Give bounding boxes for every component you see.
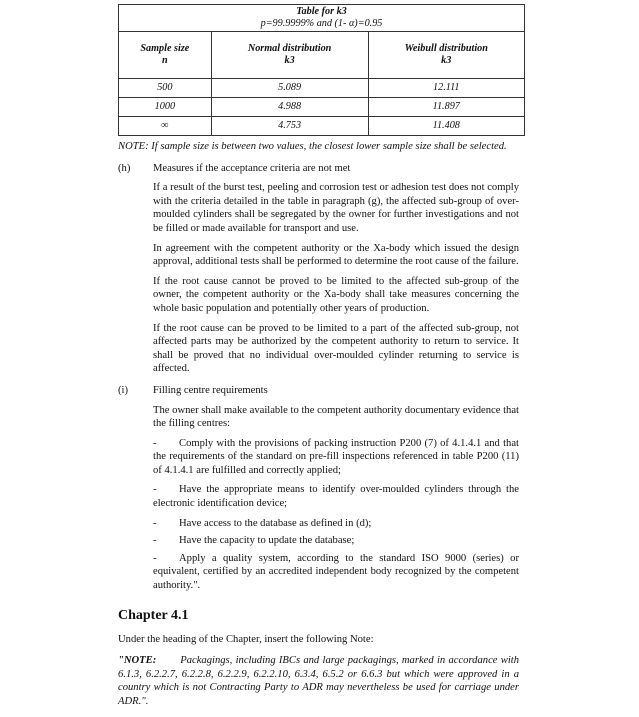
paragraph: If a result of the burst test, peeling and corrosion test or adhesion test does not comply with the criteria detailed in the table in paragraph (g), the affected sub-group of over-moulded cylinders shall be segregated by the owner for further investigations and not be filled or made available for transport and use. <box>153 182 519 234</box>
bullet-item: - Apply a quality system, according to the standard ISO 9000 (series) or equivalent, certified by an accredited independent body recognized by the competent authority.". <box>153 552 519 592</box>
bullet-item: - Have the appropriate means to identify over-moulded cylinders through the electronic identification device; <box>153 484 519 510</box>
bullet-item: - Have access to the database as defined in (d); <box>153 517 372 529</box>
paragraph: If the root cause cannot be proved to be limited to the affected sub-group of the owner, the competent authority or the Xa-body shall take measures concerning the whole basic population and potentially other years of production. <box>153 275 519 314</box>
paragraph: If the root cause can be proved to be limited to a part of the affected sub-group, not affected parts may be authorized by the competent authority to return to service. It shall be proved that no individual over-moulded cylinder returning to service is affected. <box>153 322 519 375</box>
header-sample-size: Sample size n <box>119 32 212 79</box>
paragraph: The owner shall make available to the competent authority documentary evidence that the filling centres: <box>153 404 519 430</box>
bullet-item: - Have the capacity to update the database; <box>153 535 355 547</box>
chapter-heading: Chapter 4.1 <box>118 607 189 623</box>
section-h-heading <box>118 162 639 176</box>
paragraph: In agreement with the competent authority or the Xa-body which issued the design approval, additional tests shall be performed to determine the root cause of the failure. <box>153 242 519 268</box>
section-h-label: (h) <box>118 162 131 174</box>
section-i-heading <box>118 384 639 398</box>
table-row: ∞ 4.753 11.408 <box>119 117 525 136</box>
note-label: "NOTE: <box>118 655 157 667</box>
table-title: Table for k3 <box>296 5 347 17</box>
chapter-intro: Under the heading of the Chapter, insert the following Note: <box>118 633 374 645</box>
section-i-title: Filling centre requirements <box>153 384 268 396</box>
bullet-item: - Comply with the provisions of packing instruction P200 (7) of 4.1.4.1 and that the requirements of the standard on pre-fill inspections referenced in table P200 (11) of 4.1.4.1 are fulfilled and correctly applied; <box>153 437 519 476</box>
section-h-title: Measures if the acceptance criteria are not met <box>153 162 351 174</box>
table-note: NOTE: If sample size is between two values, the closest lower sample size shall be selected. <box>118 141 507 152</box>
table-row: 1000 4.988 11.897 <box>119 98 525 117</box>
chapter-note: "NOTE: Packagings, including IBCs and large packagings, marked in accordance with 6.1.3, 6.2.2.7, 6.2.2.8, 6.2.2.9, 6.2.2.10, 6.3.4, 6.5.2 or 6.6.3 but which were approved in a country which is not Contracting Party to ADR may nevertheless be used for carriage under ADR.". <box>118 655 519 707</box>
header-normal: Normal distribution k3 <box>211 32 368 79</box>
table-row: 500 5.089 12.111 <box>119 79 525 98</box>
header-weibull: Weibull distribution k3 <box>368 32 524 79</box>
table-title-cell <box>119 5 525 32</box>
table-subtitle: p=99.9999% and (1- α)=0.95 <box>260 18 383 29</box>
section-i-label: (i) <box>118 384 128 396</box>
k3-table <box>118 4 525 136</box>
